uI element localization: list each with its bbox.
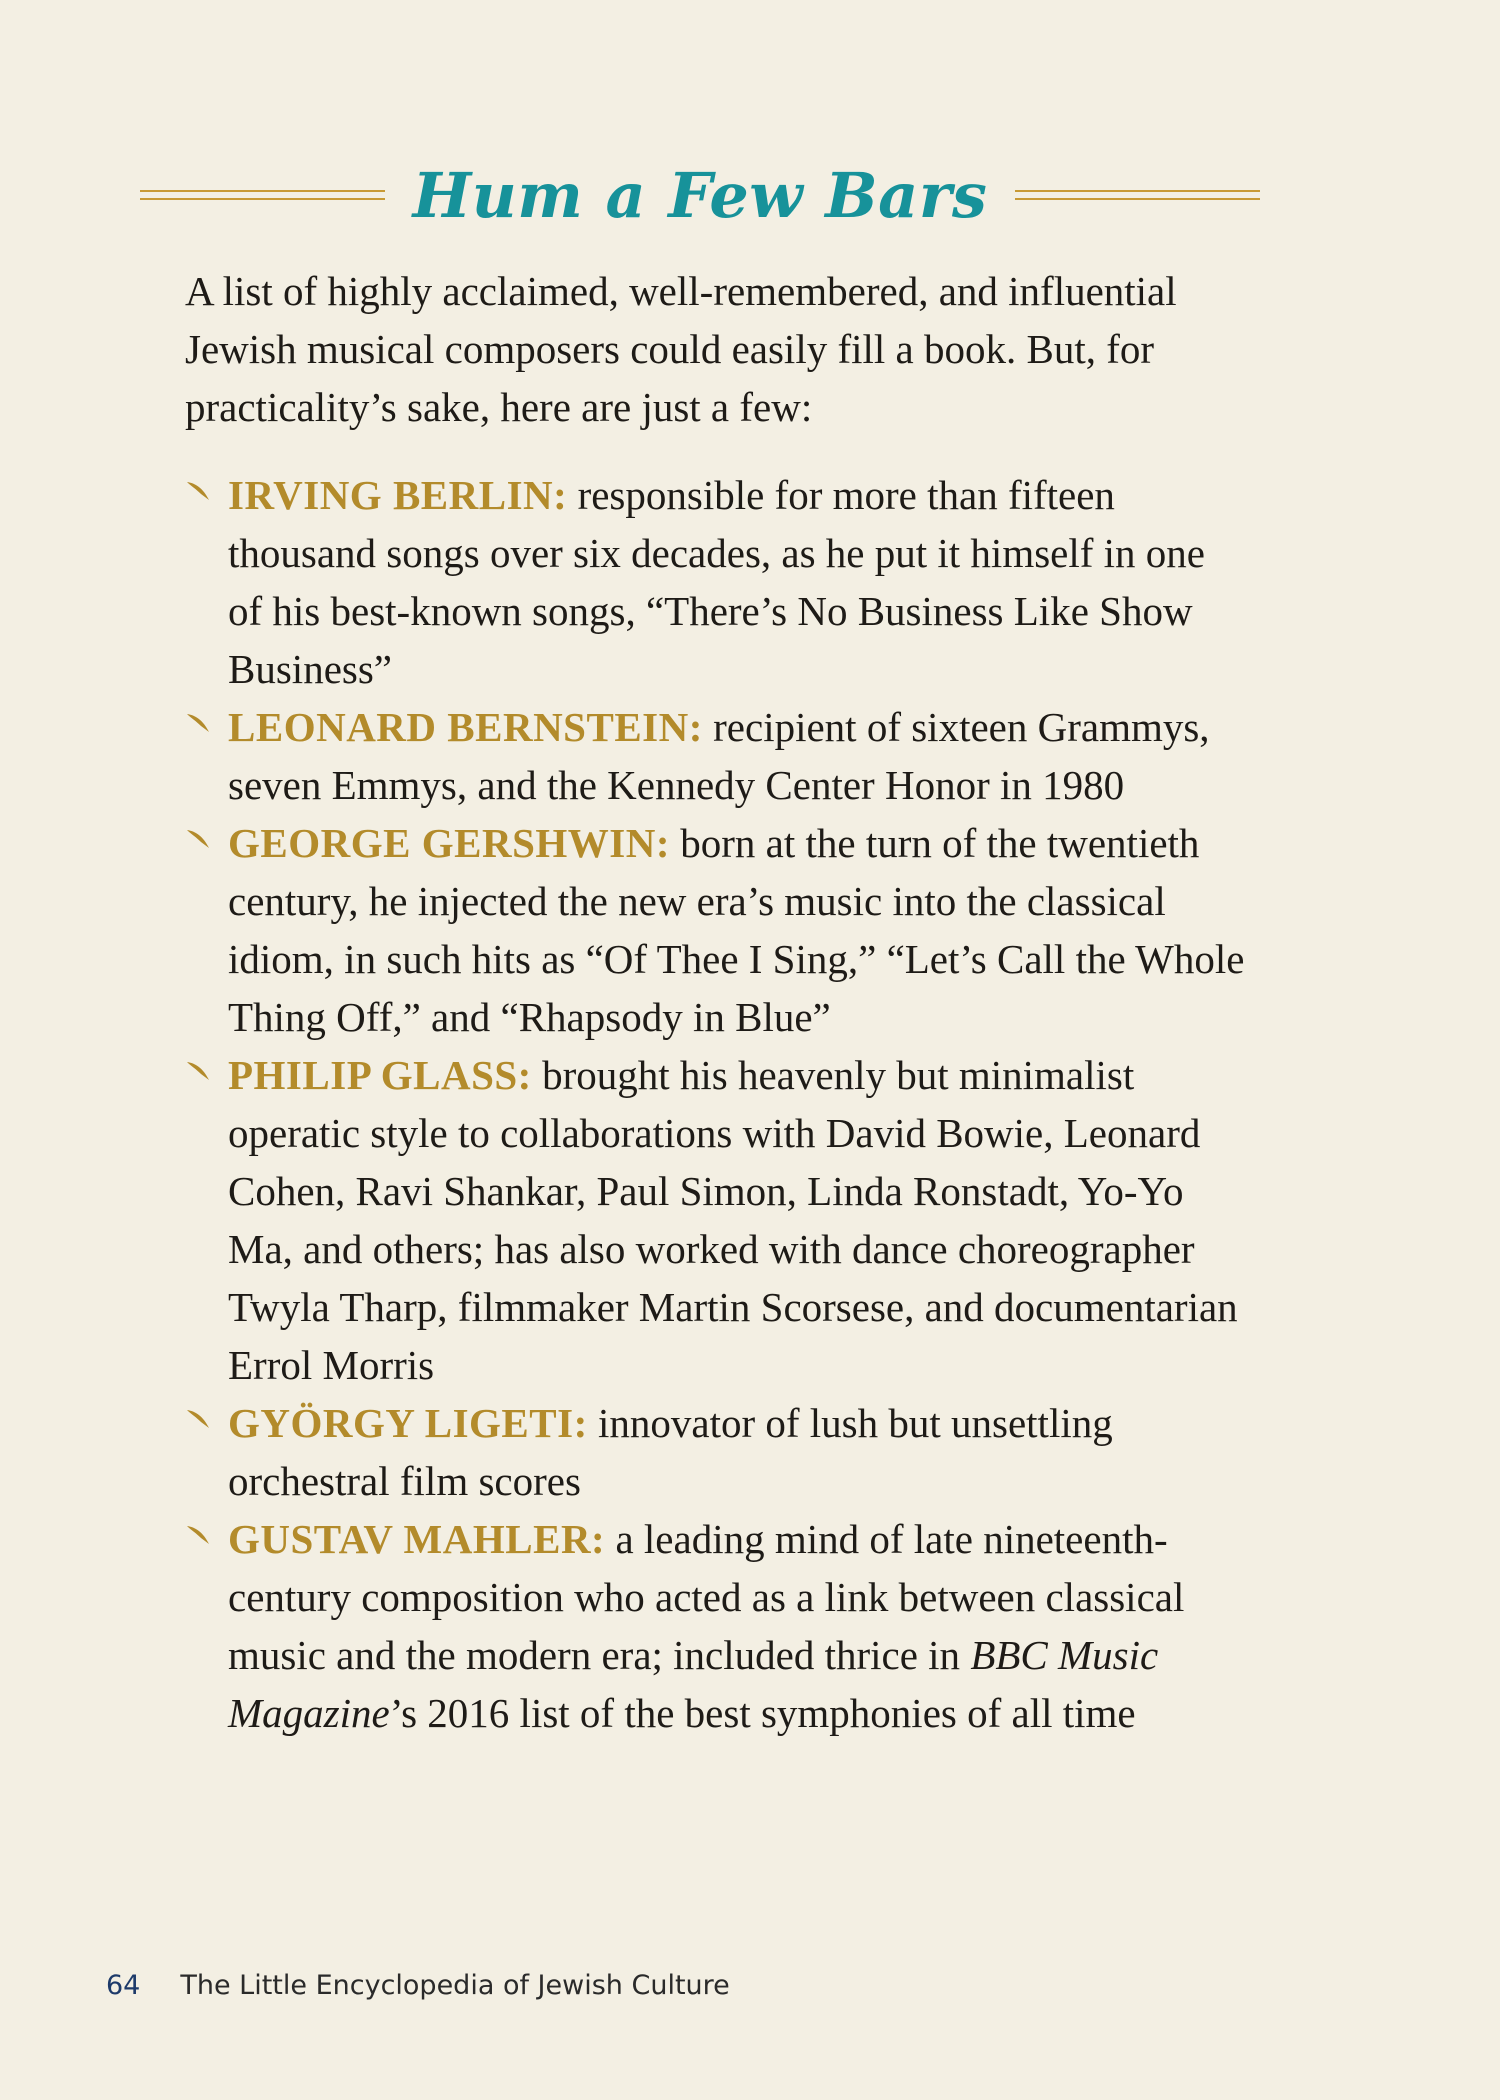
- composer-list: [185, 466, 1245, 1742]
- composer-name: LEONARD BERNSTEIN:: [228, 704, 703, 750]
- bullet-icon: [185, 828, 211, 850]
- list-item-bernstein: [185, 698, 1245, 814]
- bullet-icon: [185, 480, 211, 502]
- title-row: [140, 150, 1260, 240]
- page-title: Hum a Few Bars: [412, 158, 988, 232]
- composer-description-end: ’s 2016 list of the best symphonies of all time: [389, 1690, 1136, 1736]
- composer-description: innovator of lush but unsettling orchestral film scores: [228, 1400, 1113, 1504]
- magazine-title: BBC Music Magazine: [228, 1632, 1159, 1736]
- page-number: 64: [106, 1970, 141, 2001]
- composer-name: GUSTAV MAHLER:: [228, 1516, 606, 1562]
- list-item-gershwin: [185, 814, 1245, 1046]
- page-footer: [106, 1970, 730, 2001]
- bullet-icon: [185, 1524, 211, 1546]
- title-rule-left: [140, 190, 385, 200]
- composer-description: brought his heavenly but minimalist operatic style to collaborations with David Bowie, Leonard Cohen, Ravi Shankar, Paul Simon, Linda Ronstadt, Yo-Yo Ma, and others; has also worked with dance choreographer Twyla Tharp, filmmaker Martin Scorsese, and documentarian Errol Morris: [228, 1052, 1238, 1388]
- composer-description: recipient of sixteen Grammys, seven Emmys, and the Kennedy Center Honor in 1980: [228, 704, 1210, 808]
- composer-name: GYÖRGY LIGETI:: [228, 1400, 588, 1446]
- composer-name: IRVING BERLIN:: [228, 472, 568, 518]
- list-item-glass: [185, 1046, 1245, 1394]
- bullet-icon: [185, 712, 211, 734]
- title-rule-right: [1015, 190, 1260, 200]
- composer-name: PHILIP GLASS:: [228, 1052, 532, 1098]
- composer-description: responsible for more than fifteen thousand songs over six decades, as he put it himself in one of his best-known songs, “There’s No Business Like Show Business”: [228, 472, 1205, 692]
- composer-name: GEORGE GERSHWIN:: [228, 820, 670, 866]
- list-item-ligeti: [185, 1394, 1245, 1510]
- list-item-berlin: [185, 466, 1245, 698]
- running-title: The Little Encyclopedia of Jewish Culture: [180, 1970, 730, 2001]
- bullet-icon: [185, 1408, 211, 1430]
- composer-description: a leading mind of late nineteenth-century composition who acted as a link between classical music and the modern era; included thrice in: [228, 1516, 1185, 1678]
- list-item-mahler: [185, 1510, 1245, 1742]
- composer-description: born at the turn of the twentieth century, he injected the new era’s music into the classical idiom, in such hits as “Of Thee I Sing,” “Let’s Call the Whole Thing Off,” and “Rhapsody in Blue”: [228, 820, 1245, 1040]
- bullet-icon: [185, 1060, 211, 1082]
- intro-paragraph: A list of highly acclaimed, well-remembered, and influential Jewish musical composers could easily fill a book. But, for practicality’s sake, here are just a few:: [185, 268, 1177, 430]
